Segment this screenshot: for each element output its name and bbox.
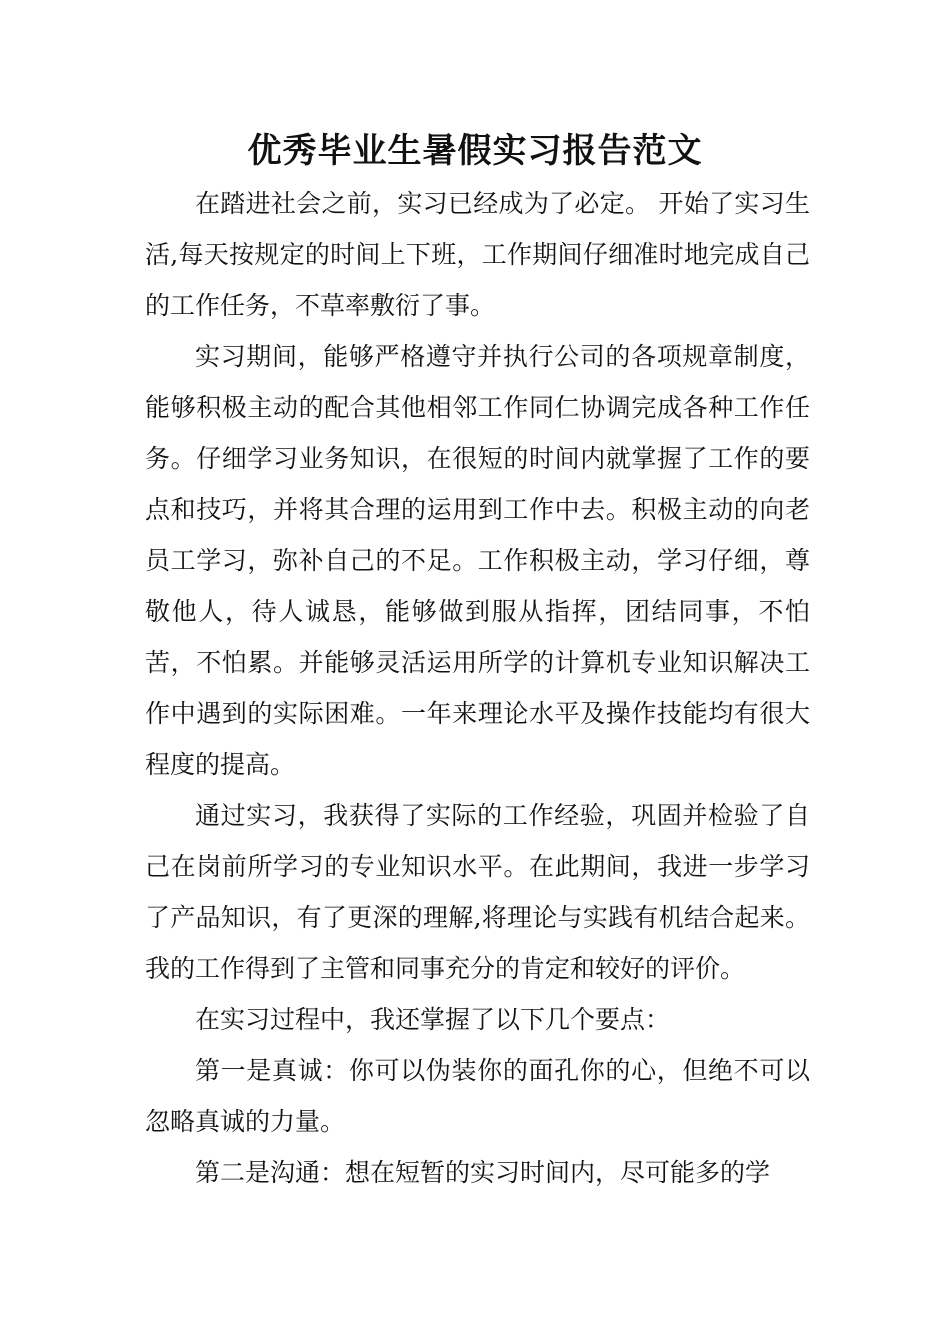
document-body <box>145 178 810 1198</box>
paragraph: 第一是真诚：你可以伪装你的面孔你的心，但绝不可以忽略真诚的力量。 <box>145 1056 810 1136</box>
paragraph: 在实习过程中，我还掌握了以下几个要点： <box>195 1005 671 1034</box>
paragraph: 通过实习，我获得了实际的工作经验，巩固并检验了自己在岗前所学习的专业知识水平。在此期间，我进一步学习了产品知识，有了更深的理解,将理论与实践有机结合起来。我的工作得到了主管和同事充分的肯定和较好的评价。 <box>145 801 810 983</box>
document-title: 优秀毕业生暑假实习报告范文 <box>247 131 703 171</box>
paragraph: 实习期间，能够严格遵守并执行公司的各项规章制度，能够积极主动的配合其他相邻工作同仁协调完成各种工作任务。仔细学习业务知识，在很短的时间内就掌握了工作的要点和技巧，并将其合理的运用到工作中去。积极主动的向老员工学习，弥补自己的不足。工作积极主动，学习仔细，尊敬他人，待人诚恳，能够做到服从指挥，团结同事，不怕苦，不怕累。并能够灵活运用所学的计算机专业知识解决工作中遇到的实际困难。一年来理论水平及操作技能均有很大程度的提高。 <box>145 342 810 779</box>
paragraph: 在踏进社会之前，实习已经成为了必定。 开始了实习生活,每天按规定的时间上下班，工作期间仔细准时地完成自己的工作任务，不草率敷衍了事。 <box>145 189 810 320</box>
paragraph: 第二是沟通：想在短暂的实习时间内，尽可能多的学 <box>195 1158 771 1187</box>
